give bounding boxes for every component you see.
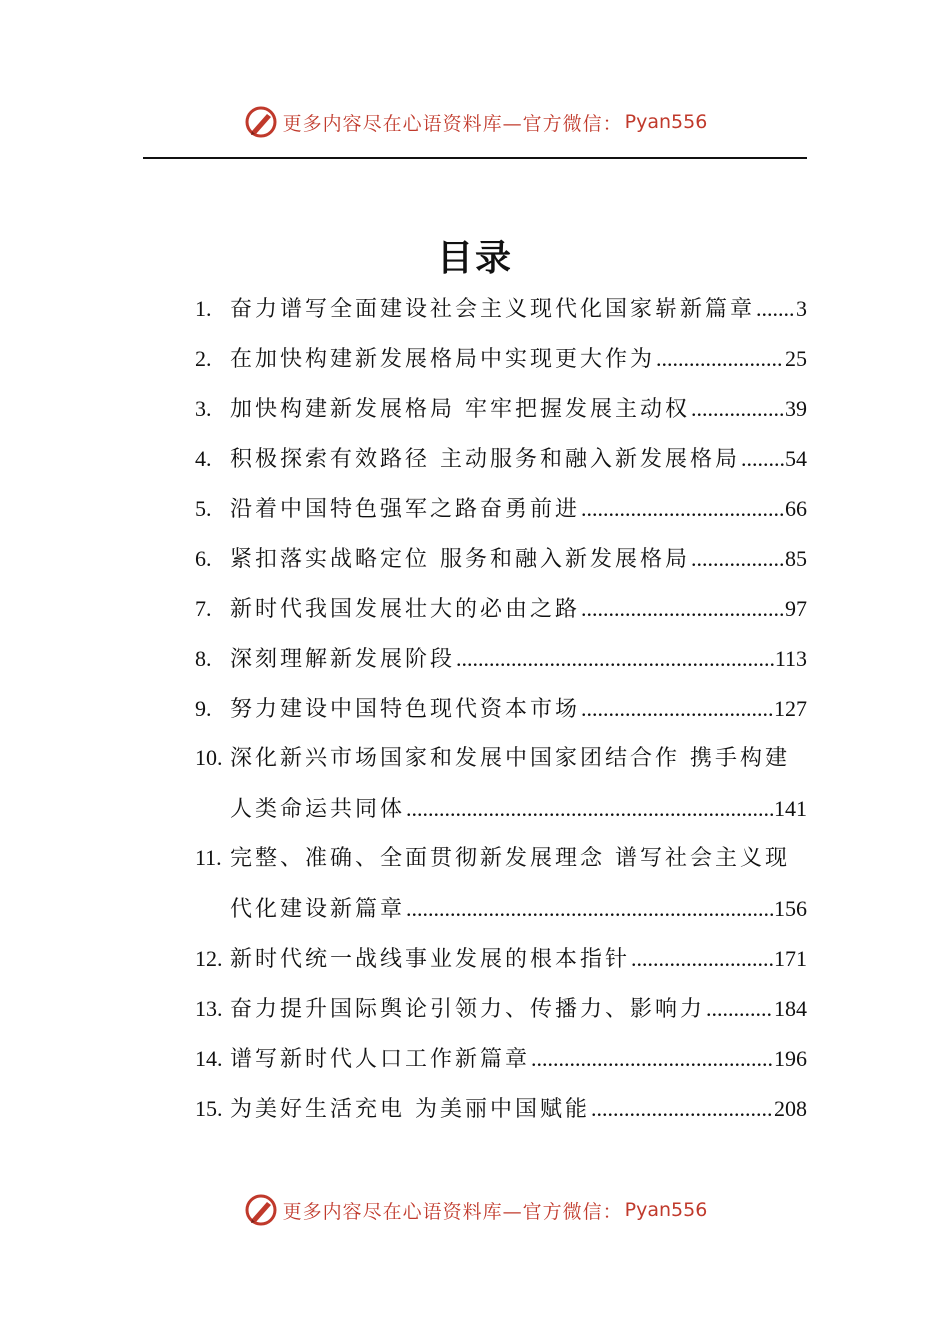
toc-entry-number: 5.: [195, 496, 212, 521]
toc-entry[interactable]: [195, 1034, 807, 1084]
toc-entry[interactable]: [195, 684, 807, 734]
toc-dot-leader: [741, 434, 784, 484]
toc-dot-leader: [456, 634, 774, 684]
toc-page-number: 171: [774, 946, 807, 971]
toc-entry-title: 完整、准确、全面贯彻新发展理念 谱写社会主义现: [230, 846, 790, 871]
watermark-text: 更多内容尽在心语资料库—官方微信：: [282, 112, 623, 135]
toc-page-number: 54: [785, 446, 807, 471]
toc-dot-leader: [756, 284, 795, 334]
toc-entry-title: 谱写新时代人口工作新篇章: [230, 1047, 531, 1072]
pen-logo-icon: [243, 1192, 279, 1228]
toc-entry[interactable]: [195, 284, 807, 334]
toc-entry-title: 沿着中国特色强军之路奋勇前进: [230, 497, 581, 522]
toc-entry-title: 深化新兴市场国家和发展中国家团结合作 携手构建: [230, 746, 790, 771]
toc-dot-leader: [706, 984, 773, 1034]
toc-entry[interactable]: [195, 484, 807, 534]
toc-entry-number: 2.: [195, 346, 212, 371]
toc-entry[interactable]: [195, 834, 807, 934]
toc-entry-number: 4.: [195, 446, 212, 471]
table-of-contents: [195, 284, 807, 1134]
toc-entry-number: 6.: [195, 546, 212, 571]
toc-page-number: 184: [774, 996, 807, 1021]
toc-entry-number: 13.: [195, 996, 223, 1021]
toc-entry-title: 人类命运共同体: [230, 797, 406, 822]
watermark-banner-bottom: [0, 1190, 950, 1230]
toc-entry-title: 在加快构建新发展格局中实现更大作为: [230, 347, 656, 372]
toc-entry[interactable]: [195, 734, 807, 834]
header-rule: [143, 157, 807, 159]
page-title: 目录: [436, 237, 513, 279]
toc-entry-number: 8.: [195, 646, 212, 671]
toc-page-number: 127: [774, 696, 807, 721]
toc-entry-title: 代化建设新篇章: [230, 897, 406, 922]
toc-entry-title: 积极探索有效路径 主动服务和融入新发展格局: [230, 447, 740, 472]
toc-page-number: 141: [774, 796, 807, 821]
watermark-id: Pyan556: [624, 111, 708, 133]
toc-dot-leader: [591, 1084, 773, 1134]
toc-entry[interactable]: [195, 584, 807, 634]
toc-entry[interactable]: [195, 384, 807, 434]
toc-entry-number: 10.: [195, 745, 223, 770]
toc-dot-leader: [581, 584, 784, 634]
toc-dot-leader: [691, 384, 784, 434]
pen-logo-icon: [243, 104, 279, 140]
toc-entry-title: 加快构建新发展格局 牢牢把握发展主动权: [230, 397, 690, 422]
toc-entry-number: 11.: [195, 845, 222, 870]
toc-page-number: 66: [785, 496, 807, 521]
toc-entry-number: 7.: [195, 596, 212, 621]
toc-page-number: 3: [796, 296, 807, 321]
toc-page-number: 113: [774, 646, 807, 671]
toc-dot-leader: [581, 684, 773, 734]
toc-entry-title: 紧扣落实战略定位 服务和融入新发展格局: [230, 547, 690, 572]
toc-entry-number: 1.: [195, 296, 212, 321]
watermark-banner-top: [0, 102, 950, 142]
toc-dot-leader: [531, 1034, 773, 1084]
toc-entry-title: 奋力提升国际舆论引领力、传播力、影响力: [230, 997, 706, 1022]
toc-page-number: 156: [774, 896, 807, 921]
toc-entry-title: 新时代我国发展壮大的必由之路: [230, 597, 581, 622]
toc-entry-title: 深刻理解新发展阶段: [230, 647, 456, 672]
toc-entry-number: 14.: [195, 1046, 223, 1071]
toc-page-number: 97: [785, 596, 807, 621]
toc-entry[interactable]: [195, 534, 807, 584]
toc-entry-number: 3.: [195, 396, 212, 421]
toc-page-number: 25: [785, 346, 807, 371]
toc-entry-title: 新时代统一战线事业发展的根本指针: [230, 947, 631, 972]
toc-entry-number: 15.: [195, 1096, 223, 1121]
toc-entry[interactable]: [195, 634, 807, 684]
toc-entry[interactable]: [195, 334, 807, 384]
toc-dot-leader: [656, 334, 784, 384]
toc-dot-leader: [406, 884, 773, 934]
watermark-text: 更多内容尽在心语资料库—官方微信：: [282, 1200, 623, 1223]
toc-dot-leader: [691, 534, 784, 584]
toc-dot-leader: [581, 484, 784, 534]
toc-entry-number: 9.: [195, 696, 212, 721]
toc-entry-title: 奋力谱写全面建设社会主义现代化国家崭新篇章: [230, 297, 756, 322]
toc-page-number: 208: [774, 1096, 807, 1121]
toc-page-number: 85: [785, 546, 807, 571]
toc-entry[interactable]: [195, 1084, 807, 1134]
toc-page-number: 196: [774, 1046, 807, 1071]
toc-page-number: 39: [785, 396, 807, 421]
toc-entry-title: 努力建设中国特色现代资本市场: [230, 697, 581, 722]
toc-dot-leader: [406, 784, 773, 834]
toc-entry-number: 12.: [195, 946, 223, 971]
toc-entry[interactable]: [195, 434, 807, 484]
watermark-id: Pyan556: [624, 1199, 708, 1221]
toc-dot-leader: [631, 934, 773, 984]
toc-entry[interactable]: [195, 984, 807, 1034]
toc-entry-title: 为美好生活充电 为美丽中国赋能: [230, 1097, 590, 1122]
toc-entry[interactable]: [195, 934, 807, 984]
